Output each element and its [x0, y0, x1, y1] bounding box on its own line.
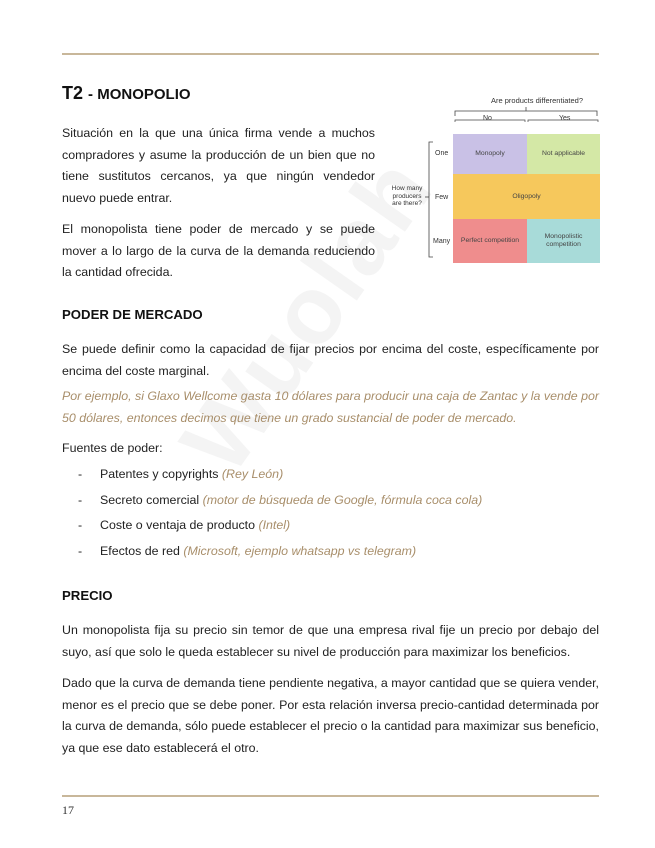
list-item-example: (Rey León) — [221, 467, 284, 481]
poder-paragraph: Se puede definir como la capacidad de fijar precios por encima del coste, específicamente por encima del coste marginal. — [62, 342, 599, 378]
intro-paragraph-1: Situación en la que una única firma vende a muchos compradores y asume la producción de un bien que no tiene sustitutos cercanos, ya que ningún vendedor nuevo puede entrar. — [62, 126, 375, 205]
list-item — [78, 464, 482, 490]
header-rule — [62, 53, 599, 55]
heading-poder-de-mercado: PODER DE MERCADO — [62, 307, 203, 322]
diagram-question-top: Are products differentiated? — [490, 96, 583, 105]
diagram-row-few: Few — [435, 194, 449, 201]
cell-monopoly: Monopoly — [453, 134, 527, 174]
page-number: 17 — [62, 803, 74, 817]
page-title — [62, 83, 191, 104]
fuentes-label: Fuentes de poder: — [62, 441, 163, 455]
precio-paragraph-1: Un monopolista fija su precio sin temor de que una empresa rival fije un precio por debajo del suyo, así que solo le queda establecer su nivel de producción para maximizar los beneficios. — [62, 623, 599, 659]
fuentes-list — [78, 464, 482, 567]
list-item-text: Coste o ventaja de producto — [100, 518, 259, 533]
list-item-text: Secreto comercial — [100, 492, 203, 507]
cell-perfect-competition: Perfect competition — [453, 219, 527, 263]
diagram-col-yes: Yes — [559, 115, 571, 122]
cell-oligopoly: Oligopoly — [453, 174, 600, 219]
list-item-text: Efectos de red — [100, 544, 184, 559]
list-item — [78, 515, 482, 541]
cell-monopolistic-competition: Monopolistic competition — [527, 219, 600, 263]
precio-paragraph-2: Dado que la curva de demanda tiene pendiente negativa, a mayor cantidad que se quiera vender, menor es el precio que se debe poner. Por esta relación inversa precio-cantidad determinada por la curva de demanda, sólo puede establecer el precio o la cantidad para maximizar sus beneficio, ya que ese dato establecerá el otro. — [62, 676, 599, 755]
cell-not-applicable: Not applicable — [527, 134, 600, 174]
market-structure-diagram — [385, 90, 600, 265]
title-main: T2 — [62, 83, 84, 103]
list-item — [78, 490, 482, 516]
title-rest: - MONOPOLIO — [88, 86, 191, 103]
poder-example: Por ejemplo, si Glaxo Wellcome gasta 10 dólares para producir una caja de Zantac y la vende por 50 dólares, entonces decimos que tiene un grado sustancial de poder de mercado. — [62, 389, 599, 425]
diagram-question-left: How many producers are there? — [391, 185, 423, 207]
intro-paragraph-2: El monopolista tiene poder de mercado y se puede mover a lo largo de la curva de la demanda reduciendo la cantidad ofrecida. — [62, 222, 375, 279]
diagram-col-no: No — [483, 115, 492, 122]
diagram-row-many: Many — [433, 238, 451, 245]
list-item — [78, 541, 482, 567]
footer-rule — [62, 795, 599, 797]
list-item-example: (Intel) — [258, 518, 291, 533]
list-item-example: (motor de búsqueda de Google, fórmula coca cola) — [202, 492, 483, 507]
heading-precio: PRECIO — [62, 588, 113, 603]
diagram-row-one: One — [435, 150, 449, 157]
list-item-example: (Microsoft, ejemplo whatsapp vs telegram) — [183, 544, 417, 559]
list-item-text: Patentes y copyrights — [100, 467, 222, 481]
